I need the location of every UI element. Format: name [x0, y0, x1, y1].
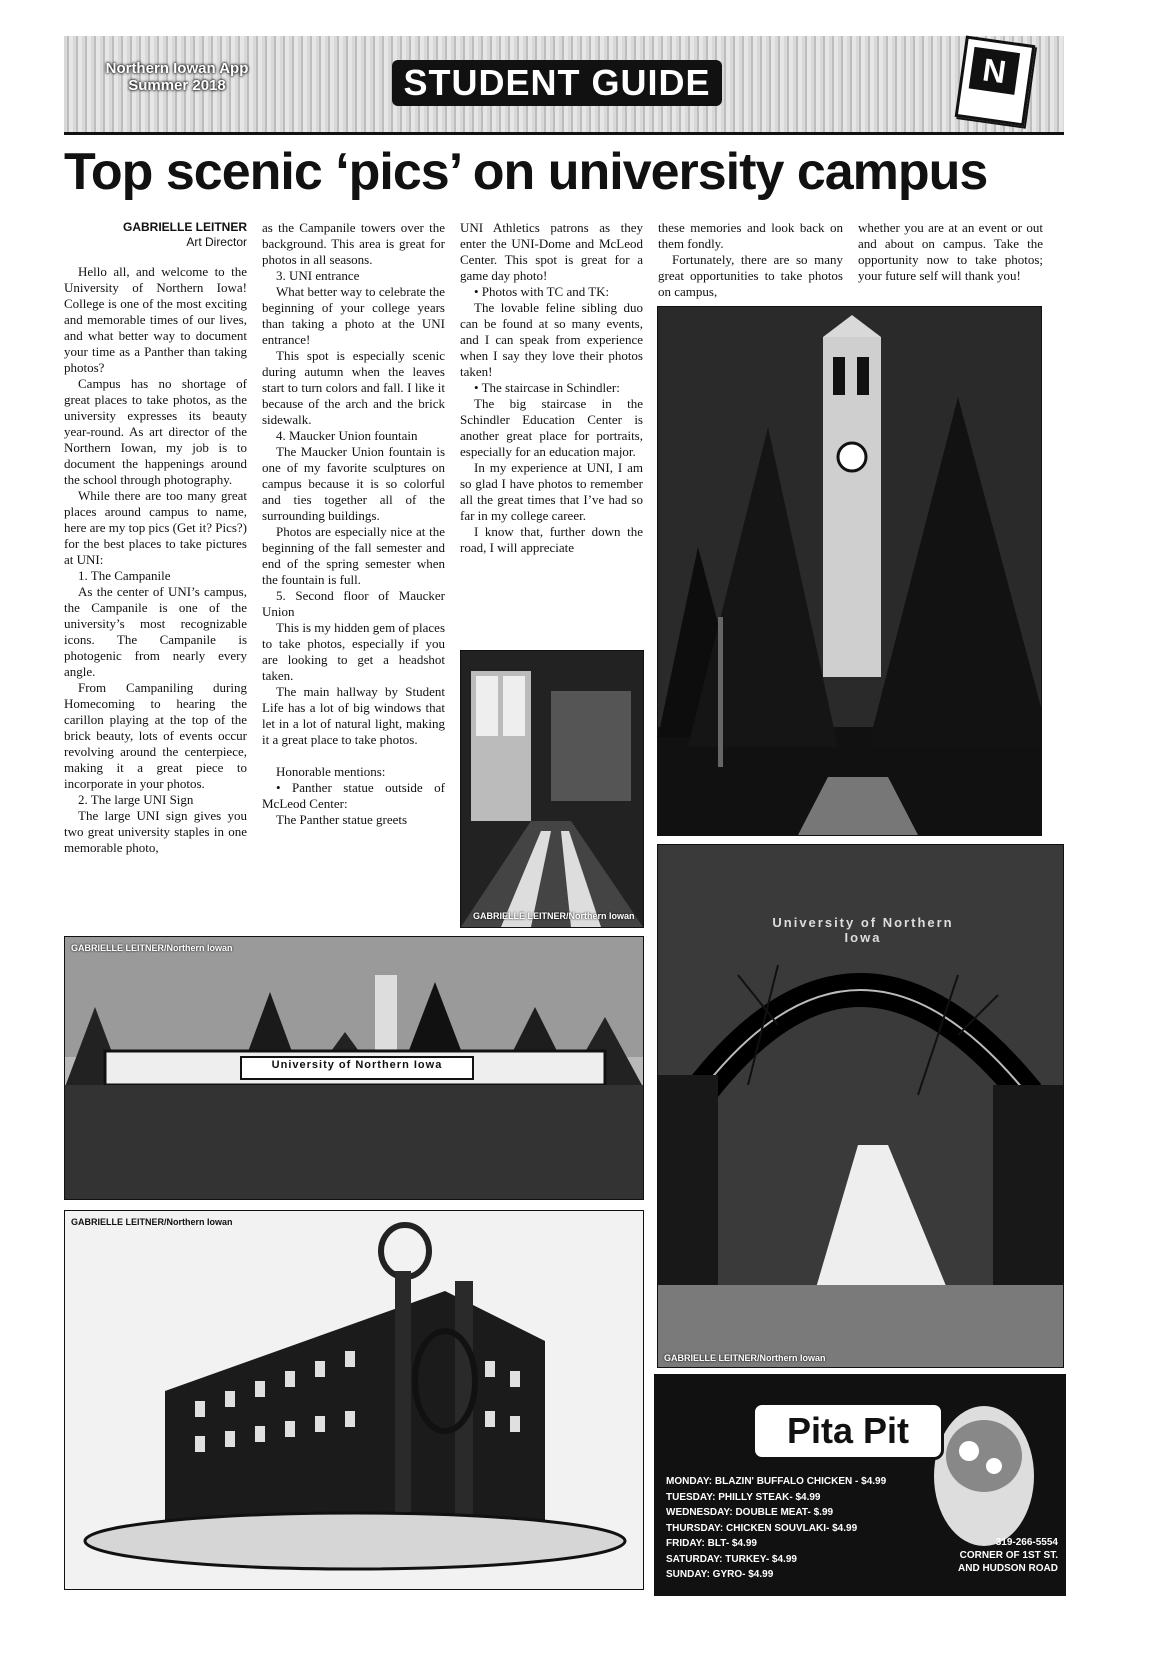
list-heading: 2. The large UNI Sign	[78, 792, 194, 807]
list-heading: • The staircase in Schindler:	[474, 380, 620, 395]
union-building-illustration	[65, 1211, 643, 1589]
hallway-illustration	[461, 651, 643, 927]
paragraph: The Panther statue greets	[276, 812, 408, 827]
special-sunday: SUNDAY: GYRO- $4.99	[666, 1569, 774, 1580]
article-column-1	[64, 264, 247, 856]
special-tuesday: TUESDAY: PHILLY STEAK- $4.99	[666, 1491, 821, 1503]
paragraph: The big staircase in the Schindler Education Center is another great place for portraits, especially for an education major.	[460, 396, 643, 459]
app-edition-line1: Northern Iowan App	[105, 60, 249, 77]
photo-uni-sign	[64, 936, 644, 1200]
paragraph: The large UNI sign gives you two great university staples in one memorable photo,	[64, 808, 247, 855]
list-heading: 1. The Campanile	[78, 568, 171, 583]
photo-credit: GABRIELLE LEITNER/Northern Iowan	[473, 911, 635, 921]
paragraph: as the Campanile towers over the background. This area is great for photos in all seasons.	[262, 220, 445, 267]
paragraph: The lovable feline sibling duo can be found at so many events, and I can speak from experience when I say they love their photos taken!	[460, 300, 643, 379]
byline	[64, 220, 247, 250]
photo-credit: GABRIELLE LEITNER/Northern Iowan	[664, 1353, 826, 1363]
list-heading: 5. Second floor of Maucker Union	[262, 588, 445, 619]
special-friday: FRIDAY: BLT- $4.99	[666, 1538, 757, 1549]
campanile-illustration	[658, 307, 1041, 835]
paragraph: From Campaniling during Homecoming to hearing the carillon playing at the top of the brick beauty, lots of events occur revolving around the centerpiece, making it a great piece to incorporate in your photos.	[64, 680, 247, 791]
section-title: STUDENT GUIDE	[392, 60, 722, 106]
list-heading: 3. UNI entrance	[276, 268, 360, 283]
app-edition-line2: Summer 2018	[128, 77, 226, 94]
special-thursday: THURSDAY: CHICKEN SOUVLAKI- $4.99	[666, 1522, 858, 1534]
photo-uni-entrance-arch	[657, 844, 1064, 1368]
arch-lettering: University of Northern Iowa	[772, 915, 954, 945]
photo-maucker-hallway	[460, 650, 644, 928]
paragraph: these memories and look back on them fondly.	[658, 220, 843, 251]
paragraph: This spot is especially scenic during autumn when the leaves start to turn colors and fall. I like it because of the arch and the brick sidewalk.	[262, 348, 445, 427]
paragraph: I know that, further down the road, I will appreciate	[460, 524, 643, 555]
special-monday: MONDAY: BLAZIN' BUFFALO CHICKEN - $4.99	[666, 1476, 887, 1487]
paragraph: Hello all, and welcome to the University of Northern Iowa! College is one of the most exciting and memorable times of our lives, and what better way to document your time as a Panther than taking photos?	[64, 264, 247, 375]
byline-title: Art Director	[186, 235, 247, 249]
ad-address-line1: CORNER OF 1ST ST.	[959, 1550, 1058, 1561]
sign-lettering: University of Northern Iowa	[271, 1059, 443, 1071]
photo-campanile	[657, 306, 1042, 836]
list-heading: • Panther statue outside of McLeod Center:	[262, 780, 445, 811]
paragraph: In my experience at UNI, I am so glad I have photos to remember all the great times that I’ve had so far in my college career.	[460, 460, 643, 523]
app-edition-tag	[92, 60, 262, 94]
ad-address-line2: AND HUDSON ROAD	[958, 1563, 1058, 1574]
ad-contact	[938, 1536, 1058, 1575]
paragraph: While there are too many great places around campus to name, here are my top pics (Get it? Pics?) for the best places to take pictures at UNI:	[64, 488, 248, 567]
article-column-4	[658, 220, 843, 300]
paragraph: Photos are especially nice at the beginning of the fall semester and end of the spring semester when the fountain is full.	[262, 524, 445, 587]
paragraph: The Maucker Union fountain is one of my favorite sculptures on campus because it is so colorful and ties together all of the surrounding buildings.	[262, 444, 445, 523]
paragraph: This is my hidden gem of places to take photos, especially if you are looking to get a headshot taken.	[262, 620, 445, 683]
special-wednesday: WEDNESDAY: DOUBLE MEAT- $.99	[666, 1507, 834, 1518]
article-column-5	[858, 220, 1043, 284]
photo-maucker-union-fountain	[64, 1210, 644, 1590]
paragraph: What better way to celebrate the beginning of your college years than taking a photo at the UNI entrance!	[262, 284, 445, 347]
paragraph: Fortunately, there are so many great opportunities to take photos on campus,	[658, 252, 843, 299]
paragraph: As the center of UNI’s campus, the Campanile is one of the university’s most recognizable icons. The Campanile is photogenic from nearly every angle.	[64, 584, 247, 679]
article-headline: Top scenic ‘pics’ on university campus	[64, 143, 988, 201]
paragraph: whether you are at an event or out and about on campus. Take the opportunity now to take photos; your future self will thank you!	[858, 220, 1043, 283]
article-column-3	[460, 220, 643, 556]
article-column-2	[262, 220, 445, 828]
photo-credit: GABRIELLE LEITNER/Northern Iowan	[71, 1217, 233, 1227]
paragraph: Honorable mentions:	[276, 764, 386, 779]
pita-pit-logo: Pita Pit	[752, 1402, 944, 1460]
ad-phone: 319-266-5554	[995, 1537, 1058, 1548]
paragraph: Campus has no shortage of great places to take photos, as the university expresses its beauty year-round. As art director of the Northern Iowan, my job is to document the happenings around the school through photography.	[64, 376, 247, 487]
northern-iowan-logo	[955, 36, 1036, 127]
photo-credit: GABRIELLE LEITNER/Northern Iowan	[71, 943, 233, 953]
paragraph: UNI Athletics patrons as they enter the UNI-Dome and McLeod Center. This spot is great for a game day photo!	[460, 220, 643, 283]
byline-name: GABRIELLE LEITNER	[122, 220, 247, 234]
list-heading: 4. Maucker Union fountain	[276, 428, 418, 443]
paragraph: The main hallway by Student Life has a lot of big windows that let in a lot of natural light, making it a great place to take photos.	[262, 684, 445, 747]
daily-specials	[666, 1474, 956, 1583]
list-heading: • Photos with TC and TK:	[474, 284, 610, 299]
special-saturday: SATURDAY: TURKEY- $4.99	[666, 1553, 797, 1565]
logo-letter: N	[969, 47, 1020, 95]
